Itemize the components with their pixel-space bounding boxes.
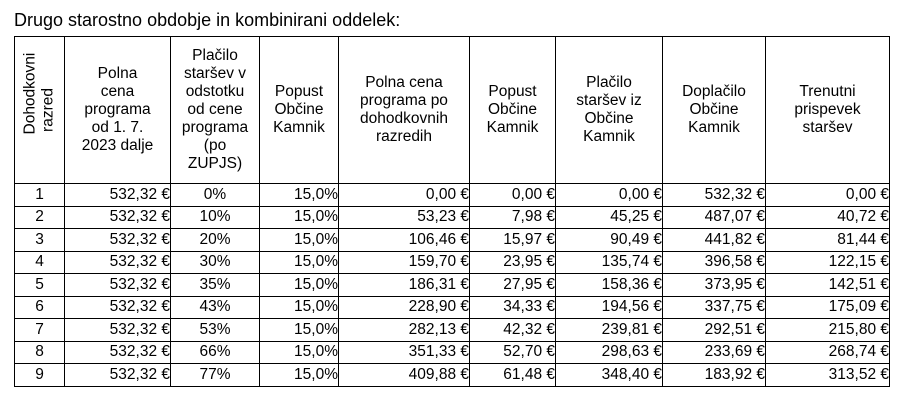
table-cell: 0% [171,184,260,207]
table-cell: 15,0% [260,206,339,229]
table-cell: 532,32 € [65,341,171,364]
table-cell: 194,56 € [556,296,663,319]
table-cell: 7,98 € [470,206,556,229]
table-cell: 15,97 € [470,229,556,252]
header-label: Polna cena programa od 1. 7. 2023 dalje [81,65,154,154]
table-cell: 23,95 € [470,251,556,274]
table-row [15,274,890,297]
table-cell: 81,44 € [766,229,890,252]
table-cell: 268,74 € [766,341,890,364]
price-table [14,36,890,387]
table-cell: 292,51 € [663,319,766,342]
table-cell: 337,75 € [663,296,766,319]
header-label: Trenutni prispevek staršev [794,83,861,136]
table-cell: 15,0% [260,319,339,342]
table-cell: 0,00 € [339,184,470,207]
table-cell: 183,92 € [663,364,766,387]
table-row [15,184,890,207]
header-parent-payment [556,37,663,184]
table-cell: 0,00 € [556,184,663,207]
table-cell: 122,15 € [766,251,890,274]
table-cell: 0,00 € [766,184,890,207]
header-label: Popust Občine Kamnik [273,83,325,136]
header-label: Polna cena programa po dohodkovnih razredih [360,74,448,145]
table-cell: 3 [15,229,65,252]
table-cell: 409,88 € [339,364,470,387]
table-cell: 15,0% [260,364,339,387]
table-cell: 532,32 € [65,274,171,297]
header-label: Plačilo staršev v odstotku od cene programa (po ZUPJS) [181,47,249,172]
table-cell: 20% [171,229,260,252]
table-cell: 53% [171,319,260,342]
table-cell: 45,25 € [556,206,663,229]
table-cell: 158,36 € [556,274,663,297]
table-cell: 239,81 € [556,319,663,342]
header-full-price [65,37,171,184]
table-cell: 66% [171,341,260,364]
table-cell: 15,0% [260,251,339,274]
table-cell: 135,74 € [556,251,663,274]
table-cell: 61,48 € [470,364,556,387]
table-cell: 52,70 € [470,341,556,364]
header-label: Dohodkovni razred [21,52,57,135]
header-parent-percent [171,37,260,184]
header-municipal-supplement [663,37,766,184]
document-title: Drugo starostno obdobje in kombinirani oddelek: [14,10,401,30]
table-row [15,229,890,252]
table-body [15,184,890,387]
table-cell: 90,49 € [556,229,663,252]
table-row [15,296,890,319]
table-cell: 15,0% [260,341,339,364]
table-cell: 2 [15,206,65,229]
table-cell: 532,32 € [65,206,171,229]
header-income-class [15,37,65,184]
table-cell: 15,0% [260,274,339,297]
table-cell: 15,0% [260,296,339,319]
table-cell: 175,09 € [766,296,890,319]
table-cell: 4 [15,251,65,274]
table-cell: 441,82 € [663,229,766,252]
table-cell: 142,51 € [766,274,890,297]
table-cell: 532,32 € [65,229,171,252]
table-cell: 228,90 € [339,296,470,319]
table-cell: 532,32 € [663,184,766,207]
table-cell: 396,58 € [663,251,766,274]
table-cell: 9 [15,364,65,387]
table-cell: 7 [15,319,65,342]
table-cell: 532,32 € [65,319,171,342]
header-row [15,37,890,184]
header-municipal-discount-rate [260,37,339,184]
table-cell: 77% [171,364,260,387]
header-current-contribution [766,37,890,184]
table-cell: 233,69 € [663,341,766,364]
table-cell: 532,32 € [65,184,171,207]
table-cell: 34,33 € [470,296,556,319]
table-row [15,319,890,342]
table-cell: 351,33 € [339,341,470,364]
table-row [15,206,890,229]
header-label: Popust Občine Kamnik [486,83,539,136]
table-cell: 43% [171,296,260,319]
table-cell: 106,46 € [339,229,470,252]
header-label: Doplačilo Občine Kamnik [682,83,746,136]
table-cell: 15,0% [260,229,339,252]
table-cell: 6 [15,296,65,319]
table-cell: 532,32 € [65,251,171,274]
table-cell: 215,80 € [766,319,890,342]
table-cell: 5 [15,274,65,297]
header-label: Plačilo staršev iz Občine Kamnik [576,74,642,145]
table-cell: 373,95 € [663,274,766,297]
table-cell: 0,00 € [470,184,556,207]
table-cell: 8 [15,341,65,364]
table-cell: 10% [171,206,260,229]
table-cell: 282,13 € [339,319,470,342]
table-cell: 532,32 € [65,296,171,319]
table-cell: 298,63 € [556,341,663,364]
table-cell: 15,0% [260,184,339,207]
table-cell: 42,32 € [470,319,556,342]
table-cell: 186,31 € [339,274,470,297]
table-row [15,341,890,364]
table-cell: 40,72 € [766,206,890,229]
table-cell: 1 [15,184,65,207]
table-cell: 30% [171,251,260,274]
table-cell: 532,32 € [65,364,171,387]
table-cell: 159,70 € [339,251,470,274]
table-row [15,251,890,274]
header-municipal-discount-amount [470,37,556,184]
table-cell: 487,07 € [663,206,766,229]
table-row [15,364,890,387]
table-cell: 53,23 € [339,206,470,229]
table-cell: 35% [171,274,260,297]
header-price-by-class [339,37,470,184]
table-cell: 313,52 € [766,364,890,387]
table-cell: 348,40 € [556,364,663,387]
table-cell: 27,95 € [470,274,556,297]
